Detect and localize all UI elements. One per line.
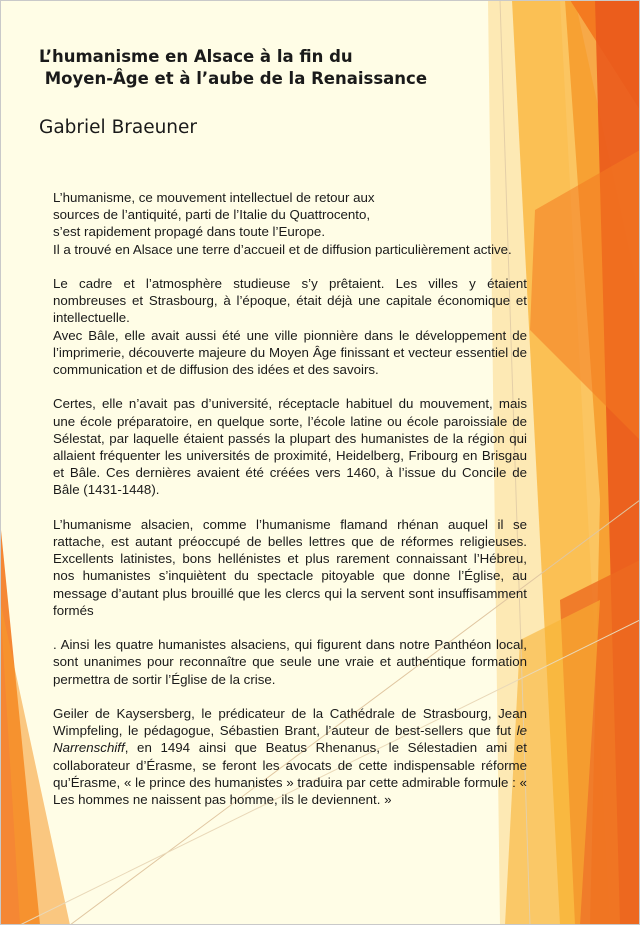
author-name: Gabriel Braeuner [39,117,198,138]
paragraph-1-line-1: L’humanisme, ce mouvement intellectuel de retour aux [53,190,375,205]
document-title [39,46,479,90]
paragraph-1-line-4: Il a trouvé en Alsace une terre d’accueil et de diffusion particulièrement active. [53,241,512,257]
paragraph-2-part-b: Avec Bâle, elle avait aussi été une ville pionnière dans le développement de l’imprimerie, découverte majeure du Moyen Âge finissant et vecteur essentiel de communication et de diffusion des idées et des savoirs. [53,327,527,378]
paragraph-6-italic-title: le Narrenschiff [53,723,527,756]
paragraph-6 [53,705,527,808]
paragraph-3: Certes, elle n’avait pas d’université, réceptacle habituel du mouvement, mais une école préparatoire, en quelque sorte, l’école latine ou école paroissiale de Sélestat, par laquelle étaient passés la plupart des humanistes de la région qui allaient fréquenter les universités de proximité, Heidelberg, Fribourg en Brisgau et Bâle. Ces dernières avaient été créées vers 1460, à l’issue du Concile de Bâle (1431-1448). [53,396,527,498]
paragraph-4: L’humanisme alsacien, comme l’humanisme flamand rhénan auquel il se rattache, est autant préoccupé de belles lettres que de réformes religieuses. Excellents latinistes, bons hellénistes et plus rarement connaissant l’Hébreu, nos humanistes s’inquiètent du spectacle pitoyable que donne l’Église, au message d’autant plus brouillé que les clercs qui la servent sont insuffisamment formés [53,516,527,618]
paragraph-5: . Ainsi les quatre humanistes alsaciens, qui figurent dans notre Panthéon local, sont unanimes pour reconnaître que seule une vraie et authentique formation permettra de sortir l’Église de la crise. [53,637,527,687]
paragraph-1-line-2: sources de l’antiquité, parti de l’Italie du Quattrocento, [53,207,371,223]
paragraph-6-before: Geiler de Kaysersberg, le prédicateur de la Cathédrale de Strasbourg, Jean Wimpfeling, le pédagogue, Sébastien Brant, l’auteur de best-sellers que fut [53,706,527,739]
paragraph-6-after: , en 1494 ainsi que Beatus Rhenanus, le Sélestadien ami et collaborateur d’Érasme, se feront les avocats de cette indispensable réforme qu’Érasme, « le prince des humanistes » traduira par cette admirable formule : « Les hommes ne naissent pas homme, ils le deviennent. » [53,740,527,808]
title-line-1: L’humanisme en Alsace à la fin du [39,47,353,66]
title-line-2: Moyen-Âge et à l’aube de la Renaissance [39,69,428,88]
body-text [53,189,527,825]
paragraph-2 [53,275,527,378]
paragraph-2-part-a: Le cadre et l’atmosphère studieuse s’y prêtaient. Les villes y étaient nombreuses et Strasbourg, à l’époque, était déjà une capitale économique et intellectuelle. [53,276,527,326]
paragraph-1 [53,189,527,258]
paragraph-1-line-3: s’est rapidement propagé dans toute l’Europe. [53,224,326,240]
